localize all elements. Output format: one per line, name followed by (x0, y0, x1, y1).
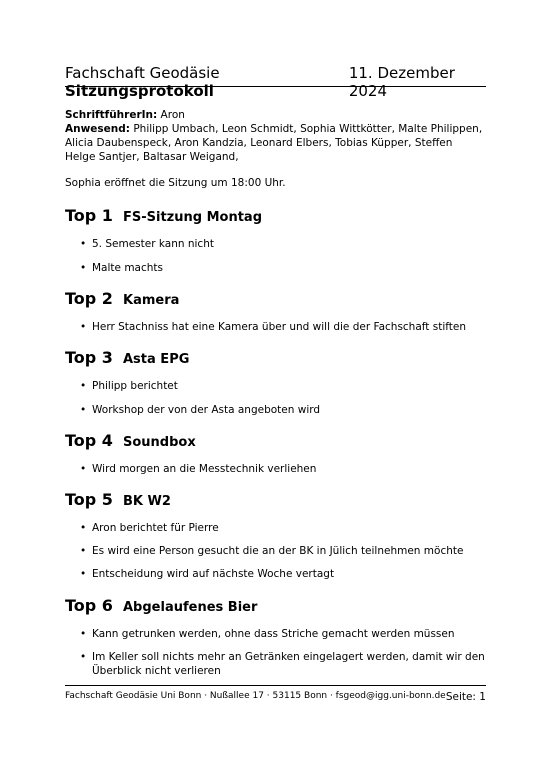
present-list: Philipp Umbach, Leon Schmidt, Sophia Wittkötter, Malte Philippen, Alicia Daubenspeck, Aron Kandzia, Leonard Elbers, Tobias Küpper, Steffen Helge Santjer, Baltasar Weigand, (65, 123, 483, 163)
top-number: Top 4 (65, 431, 113, 450)
list-item (65, 237, 486, 251)
top-number: Top 3 (65, 348, 113, 367)
top-title: Asta EPG (123, 352, 190, 367)
bullet-icon: • (80, 463, 87, 475)
top-items (65, 627, 486, 678)
list-item-text: Philipp berichtet (92, 380, 178, 392)
top-section (65, 289, 486, 334)
bullet-icon: • (80, 651, 87, 663)
list-item-text: Wird morgen an die Messtechnik verliehen (92, 463, 317, 475)
list-item-text: Entscheidung wird auf nächste Woche vertagt (92, 568, 335, 580)
writer-label: SchriftführerIn: (65, 109, 158, 121)
list-item-text: Malte machts (92, 262, 164, 274)
list-item-text: Aron berichtet für Pierre (92, 522, 219, 534)
top-heading (65, 206, 486, 225)
header-date: 11. Dezember 2024 (348, 64, 455, 100)
footer-address: Fachschaft Geodäsie Uni Bonn · Nußallee 17 · 53115 Bonn · fsgeod@igg.uni-bonn.de (65, 691, 446, 701)
list-item-text: Herr Stachniss hat eine Kamera über und will die der Fachschaft stiften (92, 321, 466, 333)
top-items (65, 320, 486, 334)
list-item (65, 462, 486, 476)
top-section (65, 490, 486, 581)
bullet-icon: • (80, 238, 87, 250)
top-number: Top 6 (65, 596, 113, 615)
footer-rule (65, 685, 486, 686)
header-doc-type: Sitzungsprotokoll (65, 82, 214, 100)
top-section (65, 431, 486, 476)
bullet-icon: • (80, 568, 87, 580)
top-title: FS-Sitzung Montag (123, 210, 262, 225)
top-heading (65, 289, 486, 308)
top-number: Top 2 (65, 289, 113, 308)
page-header (65, 64, 486, 100)
top-title: BK W2 (123, 494, 171, 509)
top-heading (65, 490, 486, 509)
header-org: Fachschaft Geodäsie (65, 64, 220, 82)
list-item (65, 650, 486, 678)
bullet-icon: • (80, 522, 87, 534)
list-item (65, 403, 486, 417)
list-item-text: Es wird eine Person gesucht die an der BK in Jülich teilnehmen möchte (92, 545, 464, 557)
list-item-text: Workshop der von der Asta angeboten wird (92, 404, 321, 416)
top-items (65, 379, 486, 417)
top-heading (65, 596, 486, 615)
list-item (65, 544, 486, 558)
top-number: Top 5 (65, 490, 113, 509)
top-heading (65, 431, 486, 450)
bullet-icon: • (80, 404, 87, 416)
list-item (65, 261, 486, 275)
list-item (65, 567, 486, 581)
bullet-icon: • (80, 380, 87, 392)
bullet-icon: • (80, 321, 87, 333)
top-items (65, 521, 486, 581)
top-section (65, 348, 486, 417)
top-title: Abgelaufenes Bier (123, 600, 258, 615)
top-heading (65, 348, 486, 367)
list-item (65, 320, 486, 334)
present-label: Anwesend: (65, 123, 130, 135)
opening-statement: Sophia eröffnet die Sitzung um 18:00 Uhr. (65, 177, 286, 189)
page-number: Seite: 1 (445, 691, 486, 703)
bullet-icon: • (80, 262, 87, 274)
top-section (65, 596, 486, 678)
writer-name: Aron (160, 109, 185, 121)
top-number: Top 1 (65, 206, 113, 225)
top-items (65, 462, 486, 476)
bullet-icon: • (80, 628, 87, 640)
top-items (65, 237, 486, 275)
present-line (65, 122, 486, 164)
list-item-text: Im Keller soll nichts mehr an Getränken eingelagert werden, damit wir den Überblick nicht verlieren (92, 651, 485, 677)
list-item-text: Kann getrunken werden, ohne dass Striche gemacht werden müssen (92, 628, 455, 640)
list-item (65, 379, 486, 393)
list-item (65, 521, 486, 535)
bullet-icon: • (80, 545, 87, 557)
page-footer (65, 691, 486, 703)
meta-block (65, 108, 486, 164)
writer-line (65, 108, 486, 122)
top-section (65, 206, 486, 275)
list-item (65, 627, 486, 641)
list-item-text: 5. Semester kann nicht (92, 238, 214, 250)
header-rule (65, 86, 486, 87)
header-title (65, 64, 349, 100)
top-title: Soundbox (123, 435, 196, 450)
top-title: Kamera (123, 293, 180, 308)
